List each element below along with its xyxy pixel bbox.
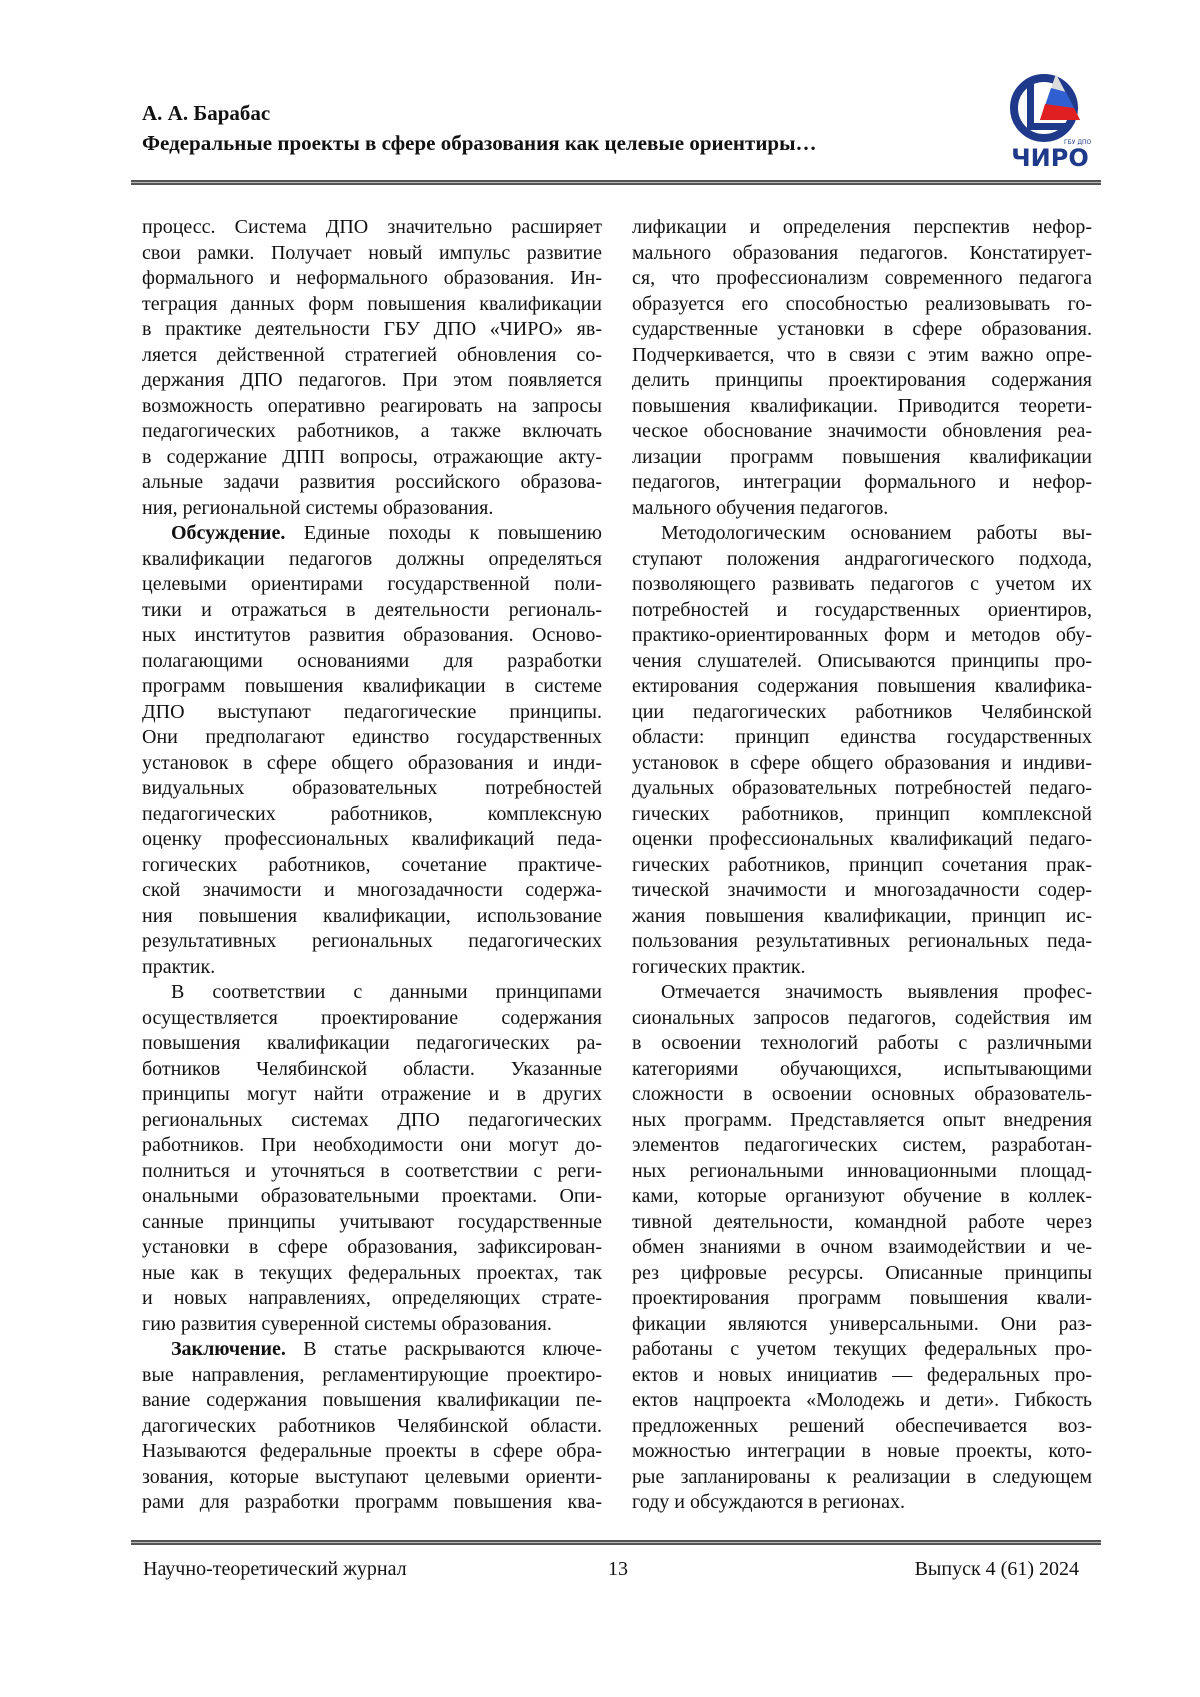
line-text: санные принципы учитывают государственные (142, 1211, 602, 1233)
line-text: гических работников, принцип сочетания прак- (632, 854, 1092, 876)
page-number: 13 (608, 1558, 628, 1581)
paragraph (142, 980, 602, 1337)
line-text: ботников Челябинской области. Указанные (142, 1058, 602, 1080)
line-text: ния повышения квалификации, использование (142, 905, 602, 927)
text-line (632, 776, 1092, 802)
text-line (142, 1057, 602, 1083)
text-line (142, 521, 602, 547)
text-line (142, 929, 602, 955)
line-text: процесс. Система ДПО значительно расширяет (142, 216, 602, 238)
text-line (632, 572, 1092, 598)
text-line (632, 1031, 1092, 1057)
line-text: вание содержания повышения квалификации пе- (142, 1389, 602, 1411)
text-line (632, 1184, 1092, 1210)
text-line (142, 700, 602, 726)
text-line (632, 802, 1092, 828)
line-text: полниться и уточняться в соответствии с реги- (142, 1160, 602, 1182)
line-text: делить принципы проектирования содержания (632, 369, 1092, 391)
line-text: оценку профессиональных квалификаций педа- (142, 828, 602, 850)
line-text: потребностей и государственных ориентиров, (632, 599, 1092, 621)
text-line (632, 1210, 1092, 1236)
text-line (632, 470, 1092, 496)
text-line (142, 1465, 602, 1491)
text-line (142, 751, 602, 777)
text-line (632, 1490, 1092, 1516)
line-text: ональными образовательными проектами. Опи- (142, 1185, 602, 1207)
text-line (142, 623, 602, 649)
line-text: лификации и определения перспектив нефор- (632, 216, 1092, 238)
text-line (142, 1490, 602, 1516)
line-text: установки в сфере образования, зафиксирован- (142, 1236, 602, 1258)
text-line (632, 1414, 1092, 1440)
line-text: чения слушателей. Описываются принципы про- (632, 650, 1092, 672)
line-text: ции педагогических работников Челябинской (632, 701, 1092, 723)
line-text: фикации являются универсальными. Они раз- (632, 1313, 1092, 1335)
text-line (142, 1184, 602, 1210)
line-text: категориями обучающихся, испытывающими (632, 1058, 1092, 1080)
logo-text: ЧИРО (1011, 144, 1088, 172)
text-line (142, 1108, 602, 1134)
text-line (142, 470, 602, 496)
paragraph (142, 521, 602, 980)
line-text: ных институтов развития образования. Осново- (142, 624, 602, 646)
text-line (632, 980, 1092, 1006)
text-line (142, 1133, 602, 1159)
text-line (632, 929, 1092, 955)
text-line (632, 215, 1092, 241)
line-text: в практике деятельности ГБУ ДПО «ЧИРО» яв- (142, 318, 602, 340)
line-text: можностью интеграции в новые проекты, кото- (632, 1440, 1092, 1462)
paragraph (632, 980, 1092, 1516)
text-line (632, 547, 1092, 573)
line-text: мального образования педагогов. Констатирует- (632, 242, 1092, 264)
issue-number: Выпуск 4 (61) 2024 (915, 1558, 1079, 1581)
text-line (632, 878, 1092, 904)
text-line (632, 751, 1092, 777)
line-text: работаны с учетом текущих федеральных про- (632, 1338, 1092, 1360)
logo-subtext: ГБУ ДПО (1064, 139, 1092, 146)
text-line (632, 521, 1092, 547)
line-text: Они предполагают единство государственных (142, 726, 602, 748)
text-line (632, 241, 1092, 267)
text-line (632, 904, 1092, 930)
paragraph (142, 1337, 602, 1516)
text-line (142, 980, 602, 1006)
text-line (142, 368, 602, 394)
line-text: мального обучения педагогов. (632, 497, 888, 519)
line-text: Единые походы к повышению (285, 522, 602, 544)
line-text: принципы могут найти отражение и в других (142, 1083, 602, 1105)
text-line (142, 904, 602, 930)
line-text: результативных региональных педагогических (142, 930, 602, 952)
text-line (142, 572, 602, 598)
text-line (142, 1082, 602, 1108)
text-line (632, 674, 1092, 700)
line-text: Подчеркивается, что в связи с этим важно опре- (632, 344, 1092, 366)
text-line (632, 419, 1092, 445)
text-line (142, 292, 602, 318)
line-text: предложенных решений обеспечивается воз- (632, 1415, 1092, 1437)
line-text: осуществляется проектирование содержания (142, 1007, 602, 1029)
line-text: формального и неформального образования. Ин- (142, 267, 602, 289)
line-text: гогических практик. (632, 956, 806, 978)
line-text: Называются федеральные проекты в сфере обра- (142, 1440, 602, 1462)
line-text: держания ДПО педагогов. При этом появляется (142, 369, 602, 391)
article-title: Федеральные проекты в сфере образования как целевые ориентиры… (142, 131, 817, 156)
text-line (632, 623, 1092, 649)
text-line (632, 1082, 1092, 1108)
text-line (632, 853, 1092, 879)
text-line (142, 878, 602, 904)
line-text: ДПО выступают педагогические принципы. (142, 701, 602, 723)
line-text: ся, что профессионализм современного педагога (632, 267, 1092, 289)
line-text: ками, которые организуют обучение в коллек- (632, 1185, 1092, 1207)
text-line (632, 317, 1092, 343)
text-line (142, 1337, 602, 1363)
line-text: тивной деятельности, командной работе через (632, 1211, 1092, 1233)
line-text: педагогических работников, а также включать (142, 420, 602, 442)
text-line (142, 674, 602, 700)
line-text: повышения квалификации педагогических ра- (142, 1032, 602, 1054)
text-line (142, 1159, 602, 1185)
text-line (632, 1312, 1092, 1338)
line-text: квалификации педагогов должны определяться (142, 548, 602, 570)
header-divider (131, 180, 1101, 185)
line-text: тики и отражаться в деятельности региональ- (142, 599, 602, 621)
line-text: педагогических работников, комплексную (142, 803, 602, 825)
text-line (142, 394, 602, 420)
line-text: установок в сфере общего образования и индиви- (632, 752, 1092, 774)
text-line (632, 368, 1092, 394)
line-text: тической значимости и многозадачности содер- (632, 879, 1092, 901)
line-text: теграция данных форм повышения квалификации (142, 293, 602, 315)
line-text: в содержание ДПП вопросы, отражающие акту- (142, 446, 602, 468)
text-line (142, 955, 602, 981)
text-line (632, 445, 1092, 471)
text-line (142, 1388, 602, 1414)
line-text: гогических работников, сочетание практиче- (142, 854, 602, 876)
line-text: ных программ. Представляется опыт внедрения (632, 1109, 1092, 1131)
text-line (632, 1465, 1092, 1491)
text-line (632, 496, 1092, 522)
text-line (142, 1031, 602, 1057)
line-text: ные как в текущих федеральных проектах, так (142, 1262, 602, 1284)
text-line (142, 266, 602, 292)
line-text: дагогических работников Челябинской области. (142, 1415, 602, 1437)
text-line (632, 649, 1092, 675)
text-line (142, 1235, 602, 1261)
text-line (142, 1006, 602, 1032)
line-text: альные задачи развития российского образова- (142, 471, 602, 493)
line-text: жания повышения квалификации, принцип ис- (632, 905, 1092, 927)
line-text: в освоении технологий работы с различными (632, 1032, 1092, 1054)
text-line (632, 1439, 1092, 1465)
line-text: лизации программ повышения квалификации (632, 446, 1092, 468)
line-text: ектов нацпроекта «Молодежь и дети». Гибкость (632, 1389, 1092, 1411)
line-text: установок в сфере общего образования и инди- (142, 752, 602, 774)
text-line (142, 1210, 602, 1236)
line-text: ляется действенной стратегией обновления со- (142, 344, 602, 366)
text-line (632, 1006, 1092, 1032)
text-line (142, 649, 602, 675)
line-text: рами для разработки программ повышения ква- (142, 1491, 602, 1513)
text-line (142, 496, 602, 522)
line-text: практик. (142, 956, 215, 978)
text-line (632, 292, 1092, 318)
line-text: Отмечается значимость выявления профес- (661, 981, 1092, 1003)
line-text: ступают положения андрагогического подхода, (632, 548, 1092, 570)
text-line (632, 1057, 1092, 1083)
text-line (632, 725, 1092, 751)
text-line (142, 853, 602, 879)
line-text: позволяющего развивать педагогов с учетом их (632, 573, 1092, 595)
line-text: полагающими основаниями для разработки (142, 650, 602, 672)
text-line (142, 317, 602, 343)
text-line (142, 343, 602, 369)
text-line (142, 419, 602, 445)
line-text: ния, региональной системы образования. (142, 497, 493, 519)
right-column (632, 215, 1092, 1516)
text-line (142, 802, 602, 828)
text-line (632, 1108, 1092, 1134)
line-text: ческое обоснование значимости обновления реа- (632, 420, 1092, 442)
text-line (632, 955, 1092, 981)
line-text: сударственные установки в сфере образования. (632, 318, 1092, 340)
line-text: пользования результативных региональных педа- (632, 930, 1092, 952)
journal-name: Научно-теоретический журнал (143, 1558, 407, 1581)
text-line (632, 266, 1092, 292)
line-text: практико-ориентированных форм и методов обу- (632, 624, 1092, 646)
text-line (632, 1261, 1092, 1287)
line-text: проектирования программ повышения квали- (632, 1287, 1092, 1309)
line-text: Методологическим основанием работы вы- (661, 522, 1092, 544)
paragraph (632, 215, 1092, 521)
text-line (632, 1286, 1092, 1312)
line-text: свои рамки. Получает новый импульс развитие (142, 242, 602, 264)
line-text: дуальных образовательных потребностей педаго- (632, 777, 1092, 799)
text-line (632, 1363, 1092, 1389)
paragraph (142, 215, 602, 521)
text-line (632, 1159, 1092, 1185)
section-heading: Заключение. (171, 1338, 286, 1360)
line-text: ской значимости и многозадачности содержа- (142, 879, 602, 901)
line-text: области: принцип единства государственных (632, 726, 1092, 748)
text-line (142, 445, 602, 471)
footer-divider (131, 1540, 1101, 1545)
text-line (142, 1414, 602, 1440)
line-text: программ повышения квалификации в системе (142, 675, 602, 697)
line-text: В соответствии с данными принципами (171, 981, 602, 1003)
text-line (142, 1363, 602, 1389)
text-line (632, 394, 1092, 420)
line-text: видуальных образовательных потребностей (142, 777, 602, 799)
line-text: сложности в освоении основных образователь- (632, 1083, 1092, 1105)
line-text: работников. При необходимости они могут до- (142, 1134, 602, 1156)
text-line (142, 241, 602, 267)
text-line (632, 343, 1092, 369)
line-text: повышения квалификации. Приводится теорети- (632, 395, 1092, 417)
paragraph (632, 521, 1092, 980)
text-line (142, 1286, 602, 1312)
line-text: образуется его способностью реализовывать го- (632, 293, 1092, 315)
line-text: году и обсуждаются в регионах. (632, 1491, 905, 1513)
text-line (632, 1235, 1092, 1261)
text-line (142, 598, 602, 624)
text-line (142, 1312, 602, 1338)
text-line (632, 700, 1092, 726)
line-text: зования, которые выступают целевыми ориенти- (142, 1466, 602, 1488)
line-text: возможность оперативно реагировать на запросы (142, 395, 602, 417)
text-line (632, 827, 1092, 853)
text-line (632, 598, 1092, 624)
line-text: ектирования содержания повышения квалифика- (632, 675, 1092, 697)
left-column (142, 215, 602, 1516)
text-line (632, 1337, 1092, 1363)
line-text: рез цифровые ресурсы. Описанные принципы (632, 1262, 1092, 1284)
line-text: гию развития суверенной системы образования. (142, 1313, 552, 1335)
author-name: А. А. Барабас (142, 101, 270, 126)
line-text: обмен знаниями в очном взаимодействии и че- (632, 1236, 1092, 1258)
chiro-logo (1004, 70, 1096, 172)
line-text: элементов педагогических систем, разработан- (632, 1134, 1092, 1156)
line-text: В статье раскрываются ключе- (286, 1338, 602, 1360)
line-text: целевыми ориентирами государственной поли- (142, 573, 602, 595)
line-text: ных региональными инновационными площад- (632, 1160, 1092, 1182)
line-text: сиональных запросов педагогов, содействия им (632, 1007, 1092, 1029)
line-text: и новых направлениях, определяющих страте- (142, 1287, 602, 1309)
line-text: региональных системах ДПО педагогических (142, 1109, 602, 1131)
line-text: ектов и новых инициатив — федеральных про- (632, 1364, 1092, 1386)
text-line (142, 725, 602, 751)
text-line (142, 827, 602, 853)
text-line (142, 1439, 602, 1465)
section-heading: Обсуждение. (171, 522, 285, 544)
text-line (632, 1133, 1092, 1159)
text-line (142, 547, 602, 573)
line-text: вые направления, регламентирующие проектиро- (142, 1364, 602, 1386)
text-line (142, 215, 602, 241)
text-line (142, 776, 602, 802)
line-text: рые запланированы к реализации в следующем (632, 1466, 1092, 1488)
line-text: педагогов, интеграции формального и нефор- (632, 471, 1092, 493)
text-line (142, 1261, 602, 1287)
line-text: оценки профессиональных квалификаций педаго- (632, 828, 1092, 850)
text-line (632, 1388, 1092, 1414)
line-text: гических работников, принцип комплексной (632, 803, 1092, 825)
